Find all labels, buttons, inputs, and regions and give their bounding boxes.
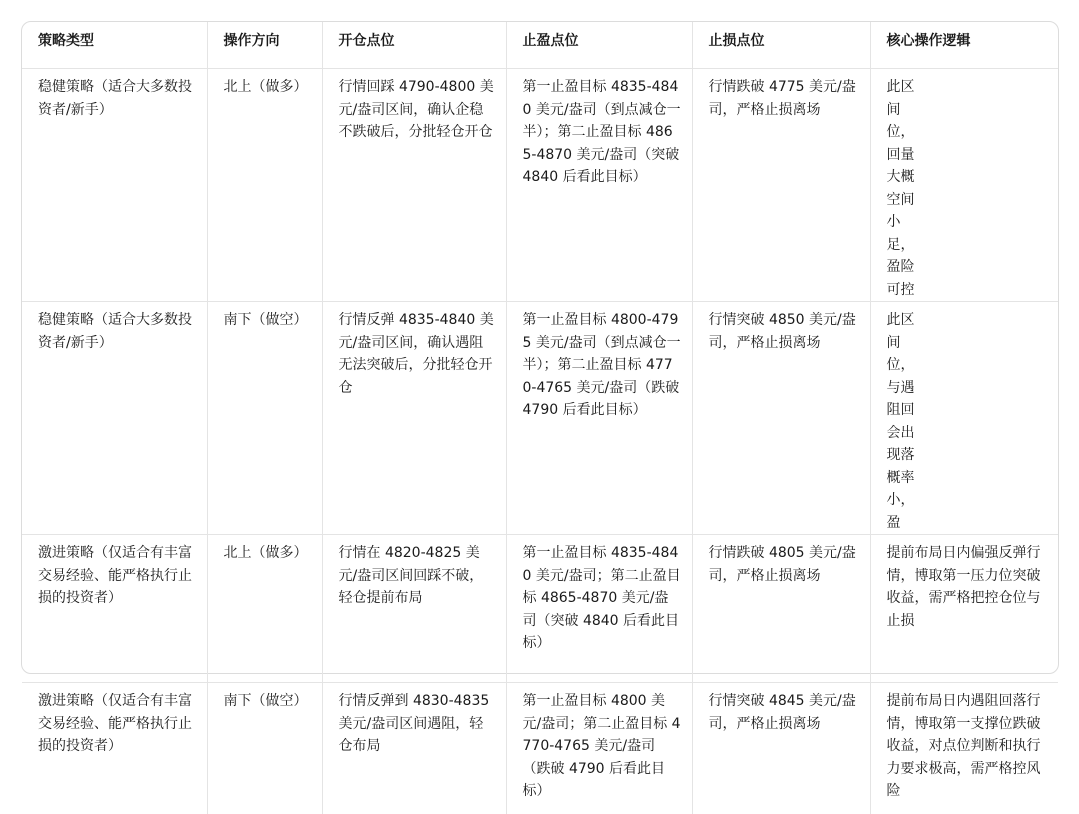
cell-logic-clipped [870,302,1058,535]
strategy-table [22,22,1058,814]
header-entry-point: 开仓点位 [322,22,506,69]
cell-strategy: 激进策略（仅适合有丰富交易经验、能严格执行止损的投资者） [22,535,207,683]
cell-direction: 北上（做多） [207,69,322,302]
header-stop-loss: 止损点位 [692,22,870,69]
cell-stop-loss: 行情突破 4850 美元/盎司，严格止损离场 [692,302,870,535]
cell-logic-clipped [870,69,1058,302]
header-strategy-type: 策略类型 [22,22,207,69]
cell-take-profit: 第一止盈目标 4835-4840 美元/盎司；第二止盈目标 4865-4870 美元/盎司（突破 4840 后看此目标） [506,535,692,683]
cell-stop-loss: 行情跌破 4805 美元/盎司，严格止损离场 [692,535,870,683]
table-row [22,535,1058,683]
table-header-row [22,22,1058,69]
cell-take-profit: 第一止盈目标 4800-4795 美元/盎司（到点减仓一半）；第二止盈目标 4770-4765 美元/盎司（跌破 4790 后看此目标） [506,302,692,535]
header-direction: 操作方向 [207,22,322,69]
cell-stop-loss: 行情突破 4845 美元/盎司，严格止损离场 [692,683,870,814]
table-row [22,69,1058,302]
header-take-profit: 止盈点位 [506,22,692,69]
cell-strategy: 激进策略（仅适合有丰富交易经验、能严格执行止损的投资者） [22,683,207,814]
cell-entry: 行情回踩 4790-4800 美元/盎司区间，确认企稳不跌破后，分批轻仓开仓 [322,69,506,302]
cell-take-profit: 第一止盈目标 4800 美元/盎司；第二止盈目标 4770-4765 美元/盎司（跌破 4790 后看此目标） [506,683,692,814]
cell-strategy: 稳健策略（适合大多数投资者/新手） [22,302,207,535]
cell-entry: 行情反弹 4835-4840 美元/盎司区间，确认遇阻无法突破后，分批轻仓开仓 [322,302,506,535]
cell-entry: 行情在 4820-4825 美元/盎司区间回踩不破，轻仓提前布局 [322,535,506,683]
cell-logic: 此区间位，回量大概空间小足，盈险可控 [887,76,919,301]
cell-logic: 此区间位，与遇阻回会出现落概率小，盈 [887,309,919,534]
table-row [22,683,1058,814]
cell-direction: 北上（做多） [207,535,322,683]
cell-logic: 提前布局日内偏强反弹行情，博取第一压力位突破收益，需严格把控仓位与止损 [870,535,1058,683]
strategy-table-card [21,21,1059,674]
header-core-logic: 核心操作逻辑 [870,22,1058,69]
cell-logic: 提前布局日内遇阻回落行情，博取第一支撑位跌破收益，对点位判断和执行力要求极高，需严格控风险 [870,683,1058,814]
cell-strategy: 稳健策略（适合大多数投资者/新手） [22,69,207,302]
cell-direction: 南下（做空） [207,302,322,535]
cell-direction: 南下（做空） [207,683,322,814]
cell-stop-loss: 行情跌破 4775 美元/盎司，严格止损离场 [692,69,870,302]
cell-entry: 行情反弹到 4830-4835 美元/盎司区间遇阻，轻仓布局 [322,683,506,814]
table-row [22,302,1058,535]
cell-take-profit: 第一止盈目标 4835-4840 美元/盎司（到点减仓一半）；第二止盈目标 4865-4870 美元/盎司（突破 4840 后看此目标） [506,69,692,302]
